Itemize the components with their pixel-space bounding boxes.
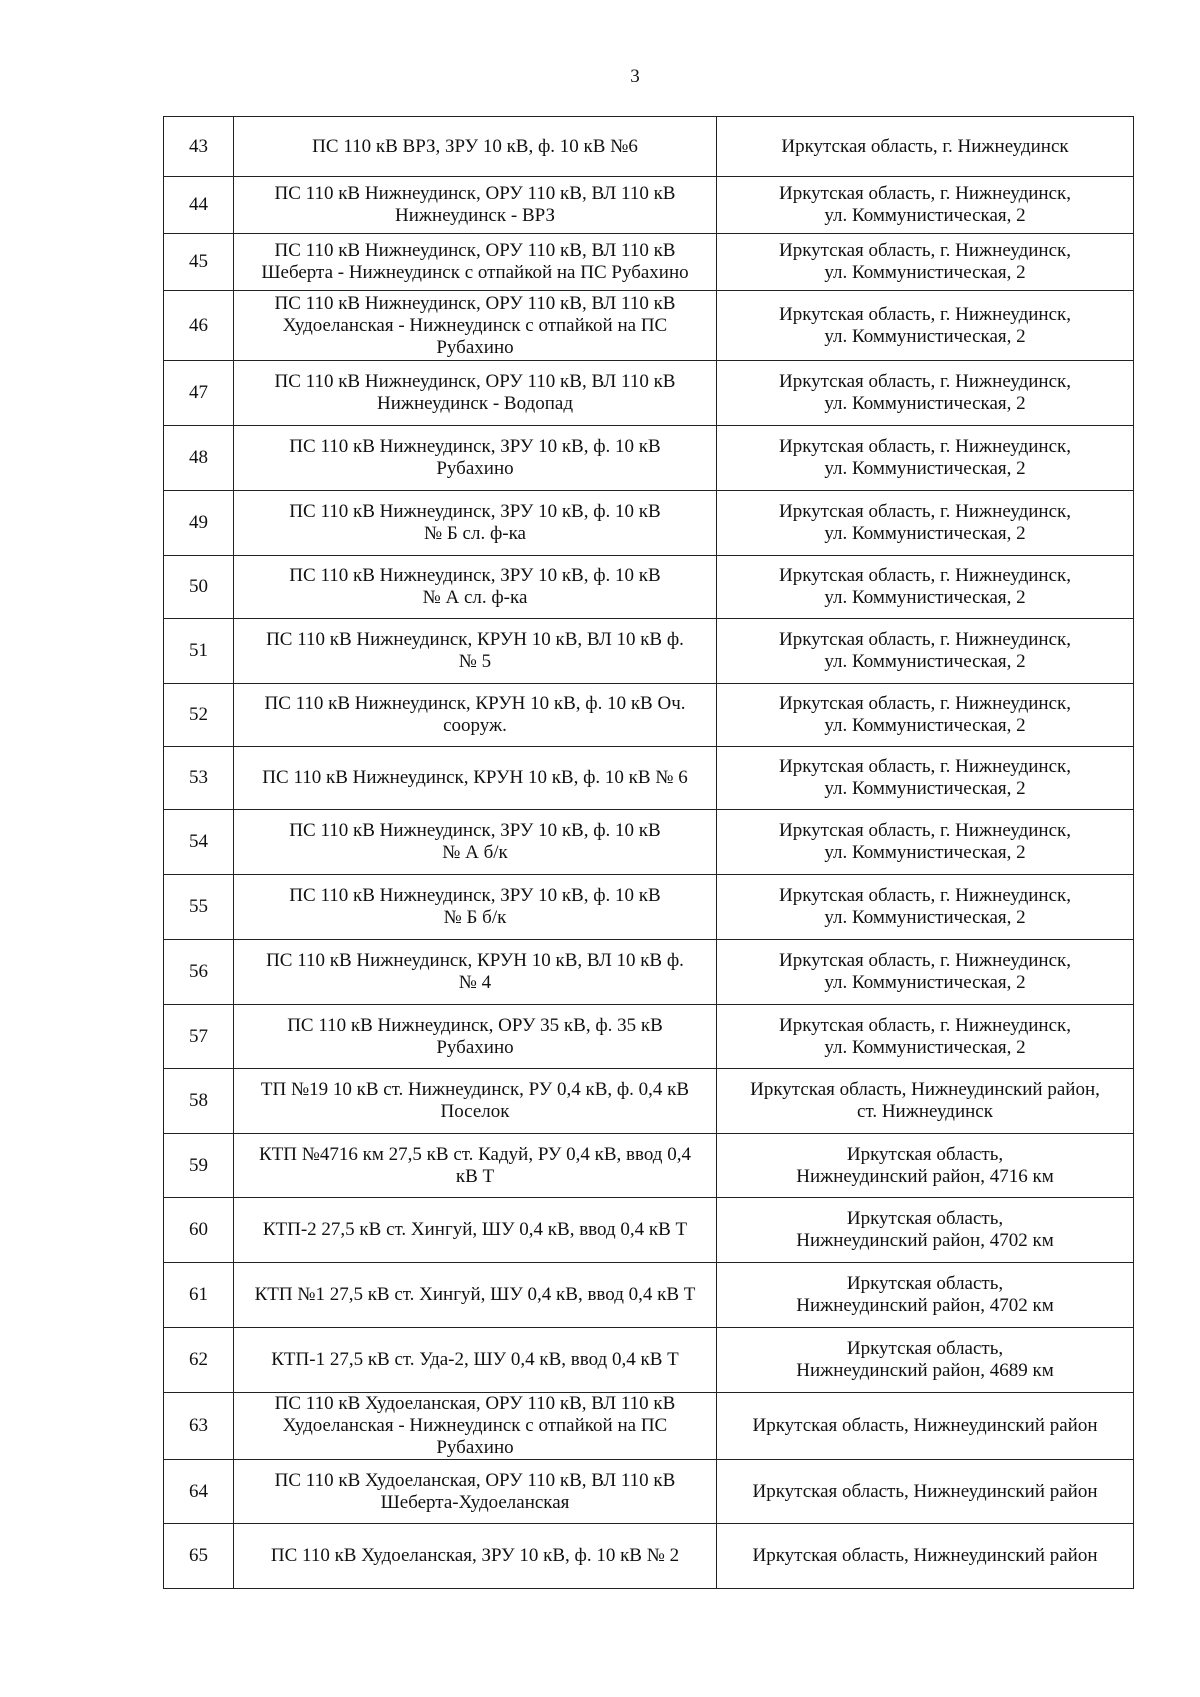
address-cell: Иркутская область, г. Нижнеудинск, ул. Коммунистическая, 2 [717, 684, 1134, 747]
address-cell: Иркутская область, г. Нижнеудинск, ул. Коммунистическая, 2 [717, 875, 1134, 940]
table-row [164, 1328, 1134, 1393]
address-cell: Иркутская область, г. Нижнеудинск, ул. Коммунистическая, 2 [717, 747, 1134, 810]
table-row [164, 875, 1134, 940]
row-number-cell: 56 [164, 940, 234, 1005]
objects-table [163, 116, 1134, 1589]
table-row [164, 1198, 1134, 1263]
address-cell: Иркутская область, г. Нижнеудинск, ул. Коммунистическая, 2 [717, 1005, 1134, 1069]
row-number-cell: 54 [164, 810, 234, 875]
table-row [164, 747, 1134, 810]
row-number-cell: 59 [164, 1134, 234, 1198]
table-row [164, 1393, 1134, 1460]
object-name-cell: ПС 110 кВ Нижнеудинск, КРУН 10 кВ, ф. 10 кВ № 6 [234, 747, 717, 810]
page-number: 3 [630, 66, 640, 87]
object-name-cell: ПС 110 кВ Нижнеудинск, ОРУ 35 кВ, ф. 35 кВ Рубахино [234, 1005, 717, 1069]
table-row [164, 940, 1134, 1005]
row-number-cell: 45 [164, 234, 234, 291]
object-name-cell: ПС 110 кВ Худоеланская, ОРУ 110 кВ, ВЛ 110 кВ Худоеланская - Нижнеудинск с отпайкой на ПС Рубахино [234, 1393, 717, 1460]
row-number-cell: 43 [164, 117, 234, 177]
table-row [164, 684, 1134, 747]
row-number-cell: 50 [164, 556, 234, 619]
table-row [164, 117, 1134, 177]
row-number-cell: 58 [164, 1069, 234, 1134]
object-name-cell: ПС 110 кВ Нижнеудинск, ОРУ 110 кВ, ВЛ 110 кВ Нижнеудинск - ВРЗ [234, 177, 717, 234]
object-name-cell: ПС 110 кВ Нижнеудинск, ЗРУ 10 кВ, ф. 10 кВ № А сл. ф-ка [234, 556, 717, 619]
address-cell: Иркутская область, г. Нижнеудинск [717, 117, 1134, 177]
table-row [164, 361, 1134, 426]
object-name-cell: ТП №19 10 кВ ст. Нижнеудинск, РУ 0,4 кВ, ф. 0,4 кВ Поселок [234, 1069, 717, 1134]
table-row [164, 177, 1134, 234]
row-number-cell: 55 [164, 875, 234, 940]
object-name-cell: ПС 110 кВ Нижнеудинск, КРУН 10 кВ, ВЛ 10 кВ ф. № 4 [234, 940, 717, 1005]
object-name-cell: ПС 110 кВ Нижнеудинск, КРУН 10 кВ, ф. 10 кВ Оч. сооруж. [234, 684, 717, 747]
object-name-cell: ПС 110 кВ Нижнеудинск, ОРУ 110 кВ, ВЛ 110 кВ Худоеланская - Нижнеудинск с отпайкой на ПС Рубахино [234, 291, 717, 361]
object-name-cell: ПС 110 кВ Нижнеудинск, ЗРУ 10 кВ, ф. 10 кВ № Б сл. ф-ка [234, 491, 717, 556]
row-number-cell: 62 [164, 1328, 234, 1393]
object-name-cell: ПС 110 кВ Нижнеудинск, ЗРУ 10 кВ, ф. 10 кВ № Б б/к [234, 875, 717, 940]
table-row [164, 556, 1134, 619]
table-row [164, 1263, 1134, 1328]
table-row [164, 426, 1134, 491]
address-cell: Иркутская область, Нижнеудинский район [717, 1460, 1134, 1524]
object-name-cell: ПС 110 кВ ВРЗ, ЗРУ 10 кВ, ф. 10 кВ №6 [234, 117, 717, 177]
address-cell: Иркутская область, г. Нижнеудинск, ул. Коммунистическая, 2 [717, 619, 1134, 684]
object-name-cell: ПС 110 кВ Нижнеудинск, ЗРУ 10 кВ, ф. 10 кВ Рубахино [234, 426, 717, 491]
object-name-cell: КТП-1 27,5 кВ ст. Уда-2, ШУ 0,4 кВ, ввод 0,4 кВ Т [234, 1328, 717, 1393]
address-cell: Иркутская область, Нижнеудинский район, 4716 км [717, 1134, 1134, 1198]
row-number-cell: 57 [164, 1005, 234, 1069]
address-cell: Иркутская область, г. Нижнеудинск, ул. Коммунистическая, 2 [717, 940, 1134, 1005]
object-name-cell: ПС 110 кВ Нижнеудинск, ЗРУ 10 кВ, ф. 10 кВ № А б/к [234, 810, 717, 875]
address-cell: Иркутская область, г. Нижнеудинск, ул. Коммунистическая, 2 [717, 234, 1134, 291]
object-name-cell: КТП №4716 км 27,5 кВ ст. Кадуй, РУ 0,4 кВ, ввод 0,4 кВ Т [234, 1134, 717, 1198]
object-name-cell: ПС 110 кВ Худоеланская, ЗРУ 10 кВ, ф. 10 кВ № 2 [234, 1524, 717, 1589]
table-row [164, 491, 1134, 556]
object-name-cell: КТП №1 27,5 кВ ст. Хингуй, ШУ 0,4 кВ, ввод 0,4 кВ Т [234, 1263, 717, 1328]
table-row [164, 619, 1134, 684]
table-row [164, 1005, 1134, 1069]
row-number-cell: 48 [164, 426, 234, 491]
table-row [164, 1460, 1134, 1524]
row-number-cell: 47 [164, 361, 234, 426]
row-number-cell: 52 [164, 684, 234, 747]
table-row [164, 234, 1134, 291]
object-name-cell: КТП-2 27,5 кВ ст. Хингуй, ШУ 0,4 кВ, ввод 0,4 кВ Т [234, 1198, 717, 1263]
address-cell: Иркутская область, г. Нижнеудинск, ул. Коммунистическая, 2 [717, 491, 1134, 556]
row-number-cell: 60 [164, 1198, 234, 1263]
row-number-cell: 63 [164, 1393, 234, 1460]
row-number-cell: 46 [164, 291, 234, 361]
objects-table-body [164, 117, 1134, 1589]
address-cell: Иркутская область, г. Нижнеудинск, ул. Коммунистическая, 2 [717, 177, 1134, 234]
object-name-cell: ПС 110 кВ Нижнеудинск, КРУН 10 кВ, ВЛ 10 кВ ф. № 5 [234, 619, 717, 684]
address-cell: Иркутская область, г. Нижнеудинск, ул. Коммунистическая, 2 [717, 810, 1134, 875]
address-cell: Иркутская область, Нижнеудинский район, 4702 км [717, 1263, 1134, 1328]
row-number-cell: 44 [164, 177, 234, 234]
row-number-cell: 64 [164, 1460, 234, 1524]
object-name-cell: ПС 110 кВ Нижнеудинск, ОРУ 110 кВ, ВЛ 110 кВ Шеберта - Нижнеудинск с отпайкой на ПС Рубахино [234, 234, 717, 291]
object-name-cell: ПС 110 кВ Худоеланская, ОРУ 110 кВ, ВЛ 110 кВ Шеберта-Худоеланская [234, 1460, 717, 1524]
address-cell: Иркутская область, г. Нижнеудинск, ул. Коммунистическая, 2 [717, 426, 1134, 491]
address-cell: Иркутская область, г. Нижнеудинск, ул. Коммунистическая, 2 [717, 361, 1134, 426]
address-cell: Иркутская область, Нижнеудинский район, 4702 км [717, 1198, 1134, 1263]
row-number-cell: 49 [164, 491, 234, 556]
address-cell: Иркутская область, Нижнеудинский район, ст. Нижнеудинск [717, 1069, 1134, 1134]
table-row [164, 1134, 1134, 1198]
row-number-cell: 61 [164, 1263, 234, 1328]
address-cell: Иркутская область, Нижнеудинский район, 4689 км [717, 1328, 1134, 1393]
address-cell: Иркутская область, Нижнеудинский район [717, 1524, 1134, 1589]
address-cell: Иркутская область, г. Нижнеудинск, ул. Коммунистическая, 2 [717, 556, 1134, 619]
address-cell: Иркутская область, г. Нижнеудинск, ул. Коммунистическая, 2 [717, 291, 1134, 361]
row-number-cell: 65 [164, 1524, 234, 1589]
object-name-cell: ПС 110 кВ Нижнеудинск, ОРУ 110 кВ, ВЛ 110 кВ Нижнеудинск - Водопад [234, 361, 717, 426]
table-row [164, 1524, 1134, 1589]
row-number-cell: 51 [164, 619, 234, 684]
table-row [164, 291, 1134, 361]
table-row [164, 810, 1134, 875]
row-number-cell: 53 [164, 747, 234, 810]
table-row [164, 1069, 1134, 1134]
address-cell: Иркутская область, Нижнеудинский район [717, 1393, 1134, 1460]
